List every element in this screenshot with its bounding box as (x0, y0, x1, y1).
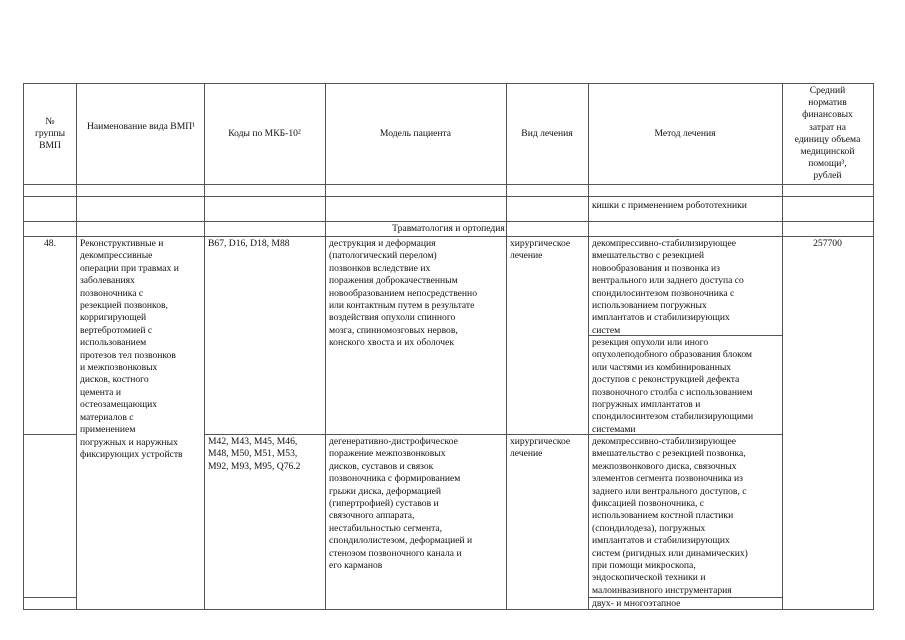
bottom-left-line (23, 597, 77, 598)
col-divider-2 (204, 83, 205, 610)
group-name: Реконструктивные и декомпрессивные операции при травмах и заболеваниях позвоночника с резекцией позвонков, корригирующей вертебротомией с использованием протезов тел позвонков и межпозвонковых дисков, костного цемента и остеозамещающих материалов с применением погружных и наружных фиксирующих устройств (80, 238, 183, 460)
header-patient-model: Модель пациента (379, 128, 452, 139)
header-vmp-name: Наименование вида ВМП¹ (86, 121, 196, 132)
row1-treatment-type: хирургическое лечение (510, 238, 571, 262)
header-treatment-method: Метод лечения (654, 128, 716, 139)
section-title: Травматология и ортопедия (392, 223, 505, 234)
header-group-number: № группы ВМП (34, 116, 66, 152)
col-divider-1 (76, 83, 77, 610)
section-row-line (23, 236, 874, 237)
table-border-left (23, 83, 24, 610)
header-cost-norm: Средний норматив финансовых затрат на единицу объема медицинской помощи³, рублей (794, 85, 861, 182)
col-divider-5 (588, 83, 589, 610)
continuation-method-text: кишки с применением робототехники (592, 200, 747, 211)
header-bottom-line (23, 184, 874, 185)
table-border-right (873, 83, 874, 610)
row1-method-2: резекция опухоли или иного опухолеподобного образования блоком или частями из комбинированных доступов с реконструкцией дефекта позвоночного столба с использованием погружных имплантатов и спондилосинтезом стабилизирующими системами (592, 337, 754, 435)
group-number: 48. (44, 238, 56, 249)
header-icd-codes: Коды по МКБ-10² (228, 128, 301, 139)
row1-patient-model: деструкция и деформация (патологический перелом) позвонков вследствие их поражения доброкачественным новообразованием непосредственно или контактным путем в результате воздействия опухоли спинного мозга, спинномозговых нервов, конского хвоста и их оболочек (329, 238, 477, 349)
row2-method-2: двух- и многоэтапное (592, 598, 681, 609)
row1-method-1: декомпрессивно-стабилизирующее вмешательство с резекцией новообразования и позвонка из вентрального или заднего доступа со спондилосинтезом позвоночника с использованием погружных имплантатов и стабилизирующих систем (592, 238, 744, 336)
group-cost: 257700 (813, 238, 842, 249)
subrow-split-line (23, 434, 77, 435)
row2-icd-codes: M42, M43, M45, M46, M48, M50, M51, M53, M92, M93, M95, Q76.2 (208, 436, 301, 472)
continuation-row-line (23, 221, 874, 222)
empty-row-line (23, 196, 874, 197)
header-treatment-type: Вид лечения (521, 128, 573, 139)
row2-method-1: декомпрессивно-стабилизирующее вмешательство с резекцией позвонка, межпозвонкового диска, связочных элементов сегмента позвоночника из заднего или вентрального доступов, с фиксацией позвоночника, с использованием костной пластики (спондилодеза), погружных имплантатов и стабилизирующих систем (ригидных или динамических) при помощи микроскопа, эндоскопической техники и малоинвазивного инструментария (592, 436, 748, 596)
col-divider-3 (325, 83, 326, 610)
table-border-top (23, 83, 874, 84)
row1-icd-codes: B67, D16, D18, M88 (208, 238, 290, 249)
col-divider-4 (506, 83, 507, 610)
row2-treatment-type: хирургическое лечение (510, 436, 571, 460)
row2-patient-model: дегенеративно-дистрофическое поражение межпозвонковых дисков, суставов и связок позвоночника с формированием грыжи диска, деформацией (гипертрофией) суставов и связочного аппарата, нестабильностью сегмента, спондилолистезом, деформацией и стенозом позвоночного канала и его карманов (329, 436, 473, 572)
